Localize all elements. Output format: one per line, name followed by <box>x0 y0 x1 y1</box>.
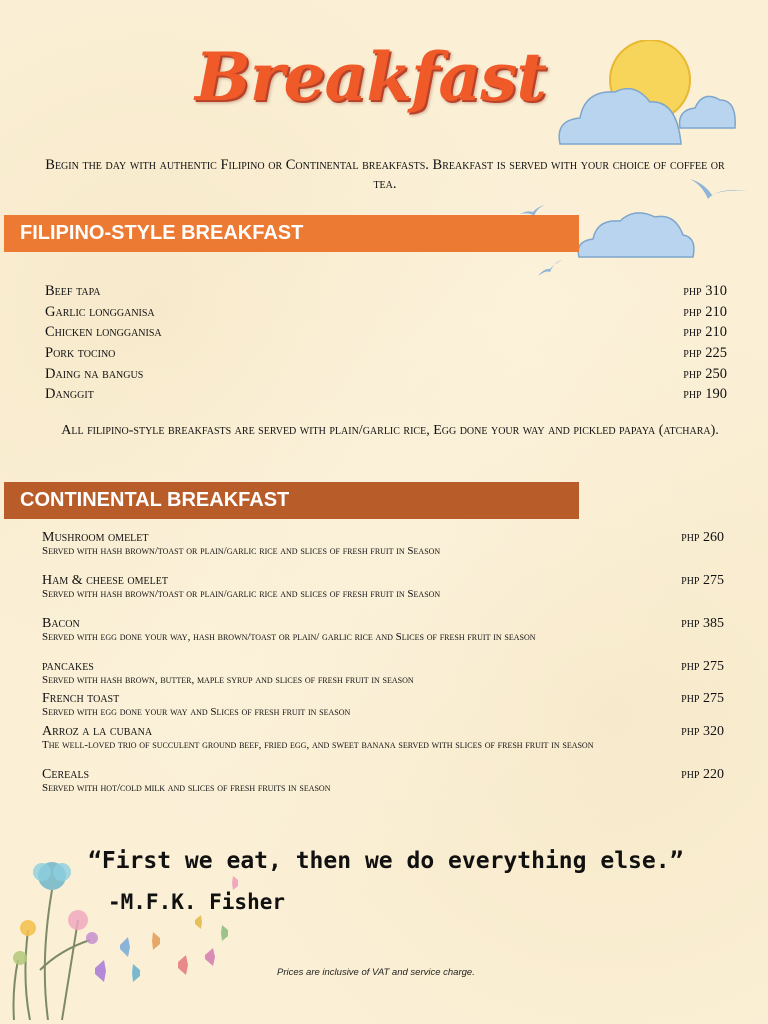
cloud-icon <box>575 205 700 260</box>
menu-item <box>42 724 724 752</box>
item-name: Danggit <box>45 386 94 403</box>
menu-item <box>42 530 724 558</box>
menu-title: Breakfast <box>195 38 546 116</box>
filipino-note: All filipino-style breakfasts are served with plain/garlic rice, Egg done your way and pickled papaya (atchara). <box>61 423 719 438</box>
item-price: php 385 <box>681 616 724 631</box>
menu-item <box>45 302 727 323</box>
item-price: php 275 <box>681 691 724 706</box>
item-price: php 275 <box>681 659 724 674</box>
item-description: Served with hash brown, butter, maple syrup and slices of fresh fruit in season <box>42 674 414 686</box>
menu-item <box>45 322 727 343</box>
item-price: php 220 <box>681 767 724 782</box>
item-name: Mushroom omelet <box>42 530 149 545</box>
menu-item <box>45 343 727 364</box>
item-name: Ham & cheese omelet <box>42 573 168 588</box>
item-price: php 190 <box>683 386 727 403</box>
item-description: The well-loved trio of succulent ground beef, fried egg, and sweet banana served with slices of fresh fruit in season <box>42 739 594 751</box>
item-name: Chicken longganisa <box>45 324 162 341</box>
item-description: Served with hot/cold milk and slices of fresh fruits in season <box>42 782 331 794</box>
menu-item <box>45 281 727 302</box>
item-price: php 310 <box>683 283 727 299</box>
item-price: php 250 <box>683 365 727 382</box>
menu-item <box>42 767 724 795</box>
quote-text: “First we eat, then we do everything else.” <box>88 848 684 874</box>
item-description: Served with egg done your way, hash brown/toast or plain/ garlic rice and Slices of fresh fruit in season <box>42 631 536 643</box>
flower-illustration <box>0 850 270 1020</box>
menu-item <box>45 364 727 385</box>
menu-item <box>42 616 724 644</box>
quote-author: -M.F.K. Fisher <box>108 890 286 914</box>
item-price: php 275 <box>681 573 724 588</box>
item-name: Beef tapa <box>45 283 101 299</box>
section-heading-continental: CONTINENTAL BREAKFAST <box>4 482 579 519</box>
item-price: php 210 <box>683 303 727 320</box>
item-name: pancakes <box>42 659 94 674</box>
item-description: Served with hash brown/toast or plain/garlic rice and slices of fresh fruit in Season <box>42 545 441 557</box>
item-name: Daing na bangus <box>45 365 144 382</box>
item-description: Served with hash brown/toast or plain/garlic rice and slices of fresh fruit in Season <box>42 588 441 600</box>
price-disclaimer: Prices are inclusive of VAT and service charge. <box>277 967 475 978</box>
item-price: php 320 <box>681 724 724 739</box>
intro-text: Begin the day with authentic Filipino or Continental breakfasts. Breakfast is served with your choice of coffee or tea. <box>45 157 725 192</box>
item-name: Pork tocino <box>45 345 116 362</box>
menu-item <box>45 384 727 405</box>
item-description: Served with egg done your way and Slices of fresh fruit in season <box>42 706 351 718</box>
menu-item <box>42 573 724 601</box>
bird-icon <box>536 258 564 278</box>
item-name: Bacon <box>42 616 80 631</box>
menu-item <box>42 659 724 687</box>
item-price: php 225 <box>683 345 727 362</box>
item-name: Arroz a la cubana <box>42 724 153 739</box>
item-name: French toast <box>42 691 120 706</box>
item-price: php 260 <box>681 530 724 545</box>
menu-item <box>42 691 724 719</box>
item-name: Cereals <box>42 767 90 782</box>
sun-cloud-illustration <box>555 40 740 150</box>
item-name: Garlic longganisa <box>45 303 155 320</box>
filipino-menu-list <box>45 281 727 405</box>
item-price: php 210 <box>683 324 727 341</box>
section-heading-filipino: FILIPINO-STYLE BREAKFAST <box>4 215 579 252</box>
